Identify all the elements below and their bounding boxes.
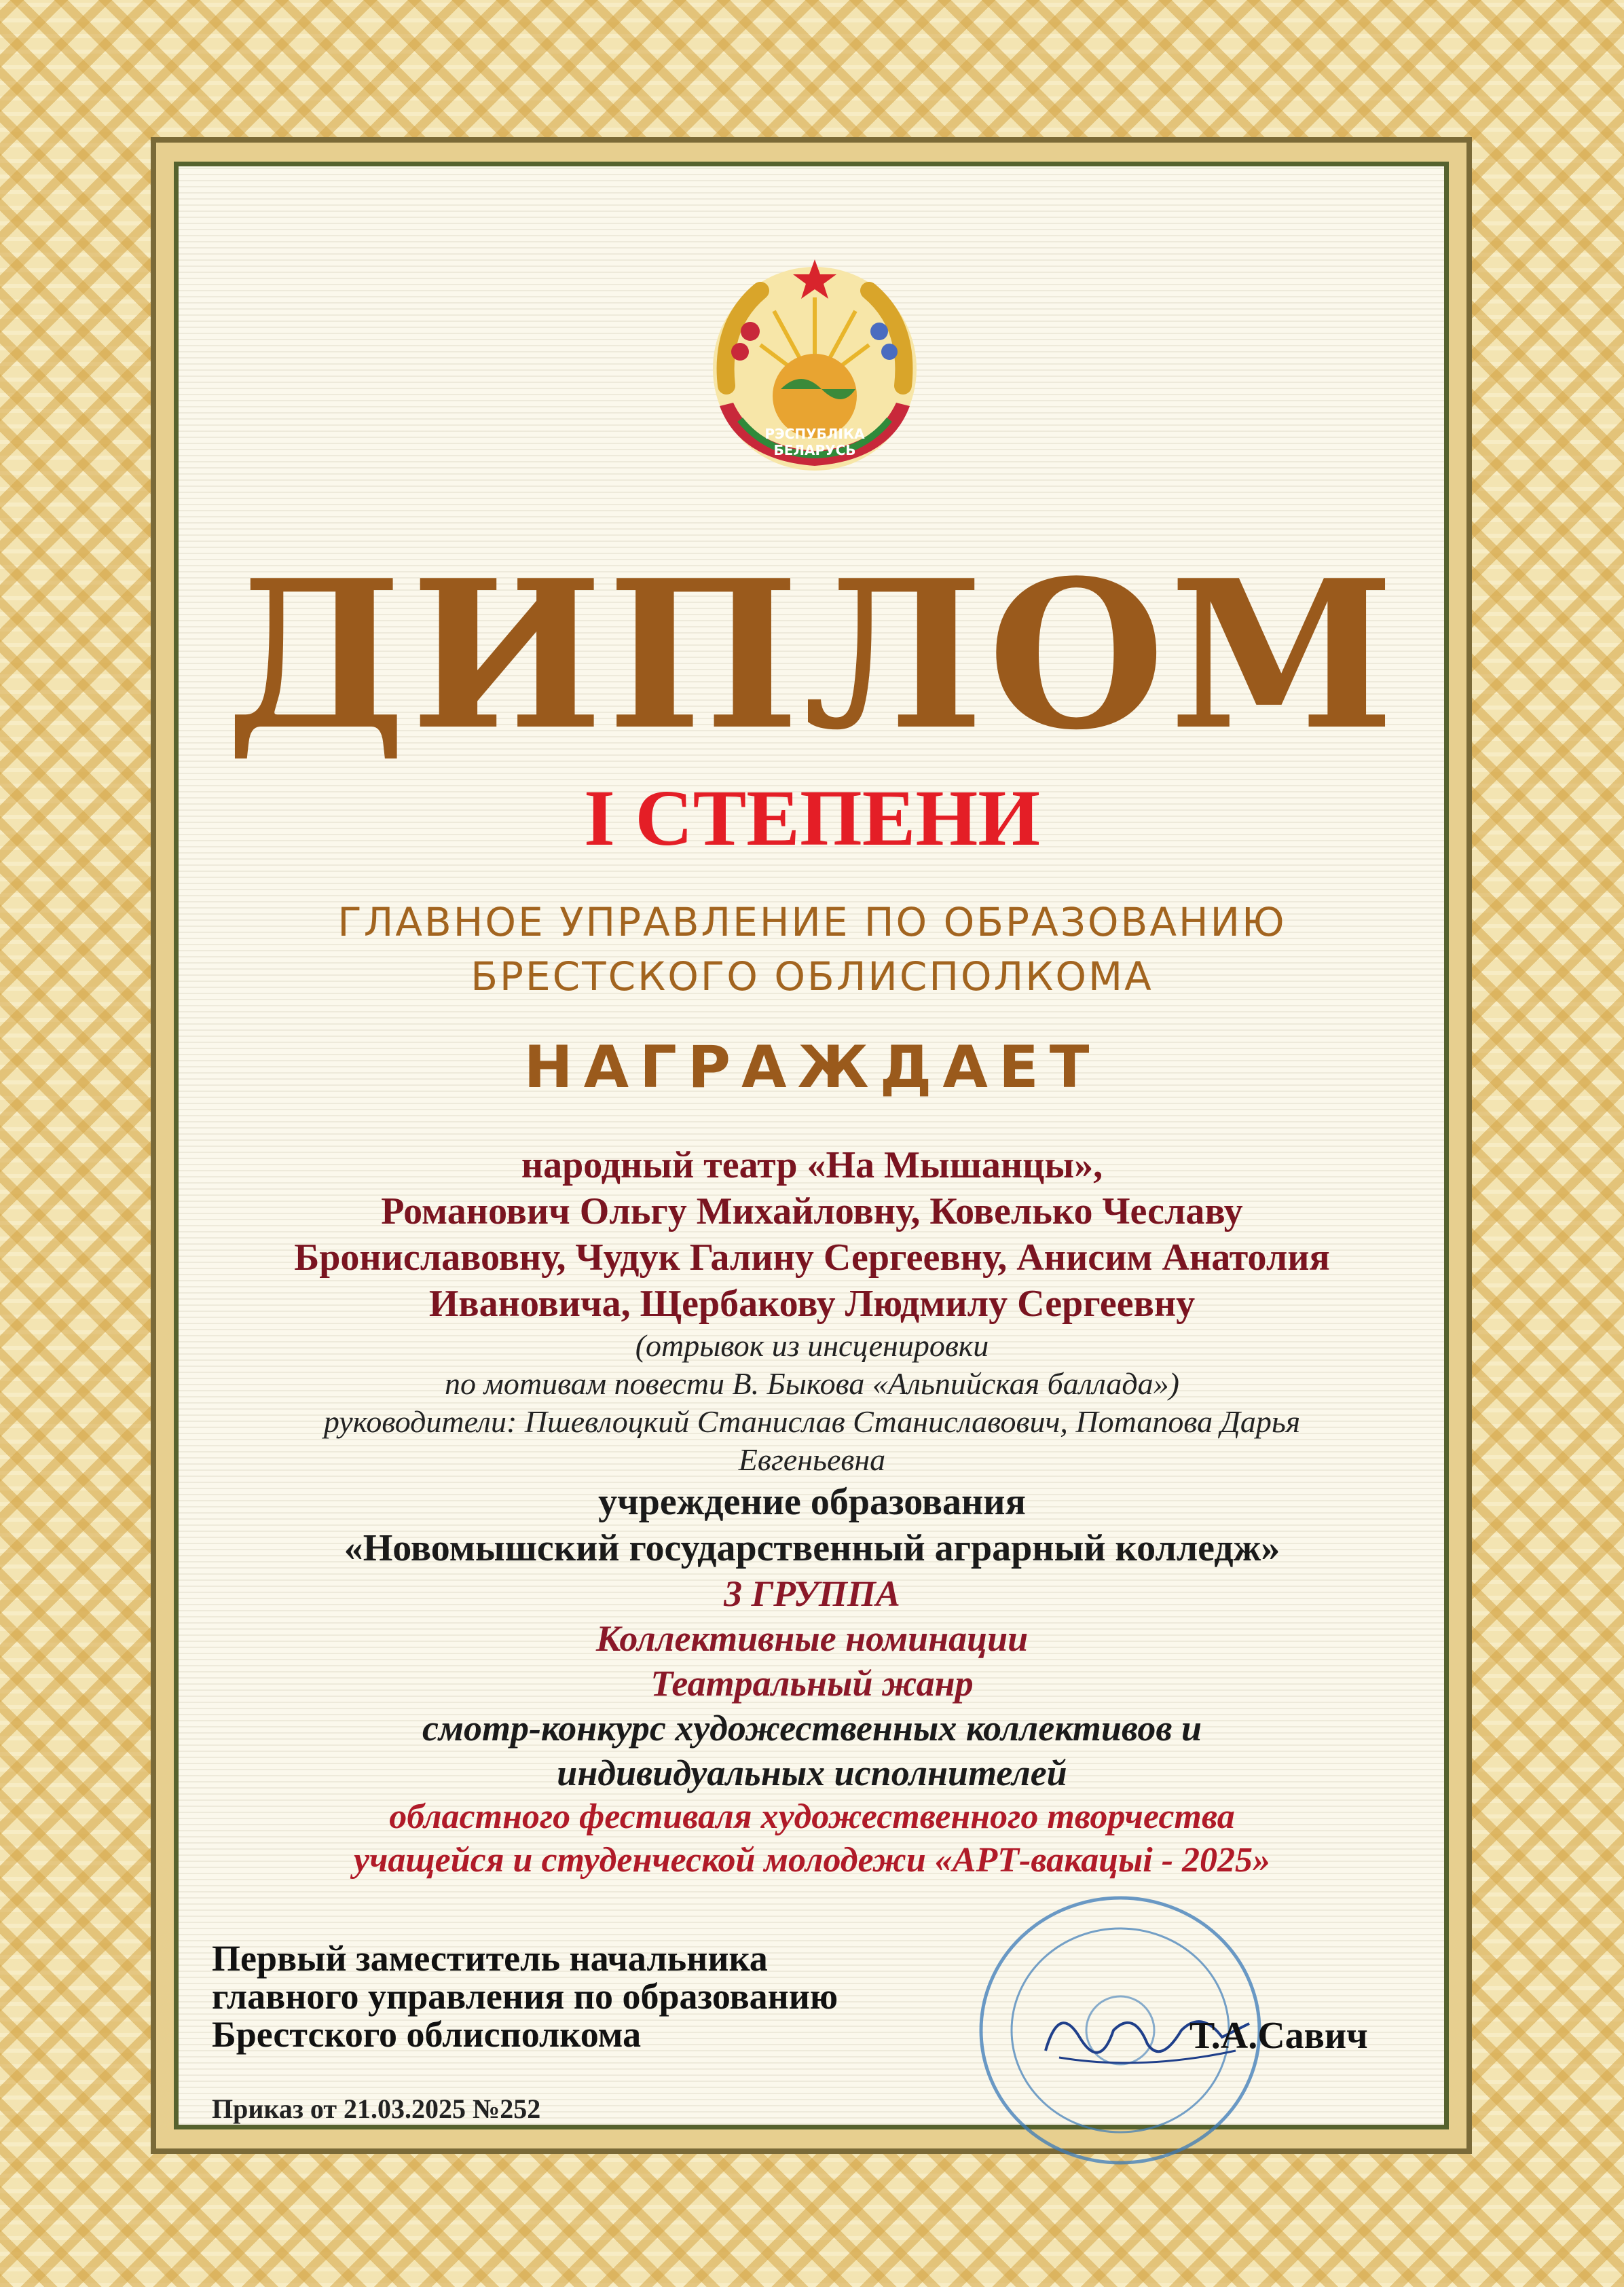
recipient-line: Романович Ольгу Михайловну, Ковелько Чеславу	[381, 1190, 1243, 1232]
nomination-line: Театральный жанр	[650, 1663, 974, 1704]
recipient-line: Ивановича, Щербакову Людмилу Сергеевну	[428, 1283, 1196, 1325]
issuer-line: ГЛАВНОЕ УПРАВЛЕНИЕ ПО ОБРАЗОВАНИЮ	[337, 899, 1287, 945]
belarus-emblem-icon	[699, 250, 930, 481]
issuer-line: БРЕСТСКОГО ОБЛИСПОЛКОМА	[470, 953, 1154, 1000]
festival-line: областного фестиваля художественного творчества	[389, 1797, 1235, 1836]
order-reference: Приказ от 21.03.2025 №252	[212, 2093, 541, 2124]
diploma-title: ДИПЛОМ	[225, 535, 1399, 775]
signer-position-line: Брестского облисполкома	[212, 2014, 642, 2055]
work-line: по мотивам повести В. Быкова «Альпийская баллада»)	[445, 1366, 1179, 1401]
nomination-line: Коллективные номинации	[595, 1618, 1029, 1659]
signer-position	[212, 1939, 838, 2053]
svg-text:БЕЛАРУСЬ: БЕЛАРУСЬ	[773, 442, 856, 458]
signer-name: Т.А.Савич	[1189, 2015, 1368, 2057]
leaders-line: Евгеньевна	[738, 1442, 886, 1477]
diploma-degree: I СТЕПЕНИ	[583, 773, 1041, 862]
group-label: 3 ГРУППА	[724, 1573, 900, 1614]
contest-line: смотр-конкурс художественных коллективов и	[422, 1708, 1202, 1749]
contest-line: индивидуальных исполнителей	[557, 1753, 1067, 1793]
leaders-line: руководители: Пшевлоцкий Станислав Станиславович, Потапова Дарья	[323, 1404, 1301, 1439]
issuer-organization	[0, 895, 1624, 1004]
work-line: (отрывок из инсценировки	[635, 1328, 989, 1363]
svg-text:РЭСПУБЛІКА: РЭСПУБЛІКА	[764, 426, 865, 442]
recipient-line: народный театр «На Мышанцы»,	[521, 1144, 1103, 1186]
signer-position-line: главного управления по образованию	[212, 1976, 838, 2017]
institution-line: «Новомышский государственный аграрный колледж»	[344, 1527, 1280, 1569]
signer-position-line: Первый заместитель начальника	[212, 1938, 768, 1979]
award-details	[204, 1142, 1420, 1882]
recipient-line: Брониславовну, Чудук Галину Сергеевну, Анисим Анатолия	[294, 1237, 1330, 1279]
institution-line: учреждение образования	[598, 1481, 1026, 1523]
festival-line: учащейся и студенческой молодежи «АРТ-вакацыі - 2025»	[353, 1841, 1271, 1880]
awards-label: НАГРАЖДАЕТ	[523, 1033, 1101, 1101]
